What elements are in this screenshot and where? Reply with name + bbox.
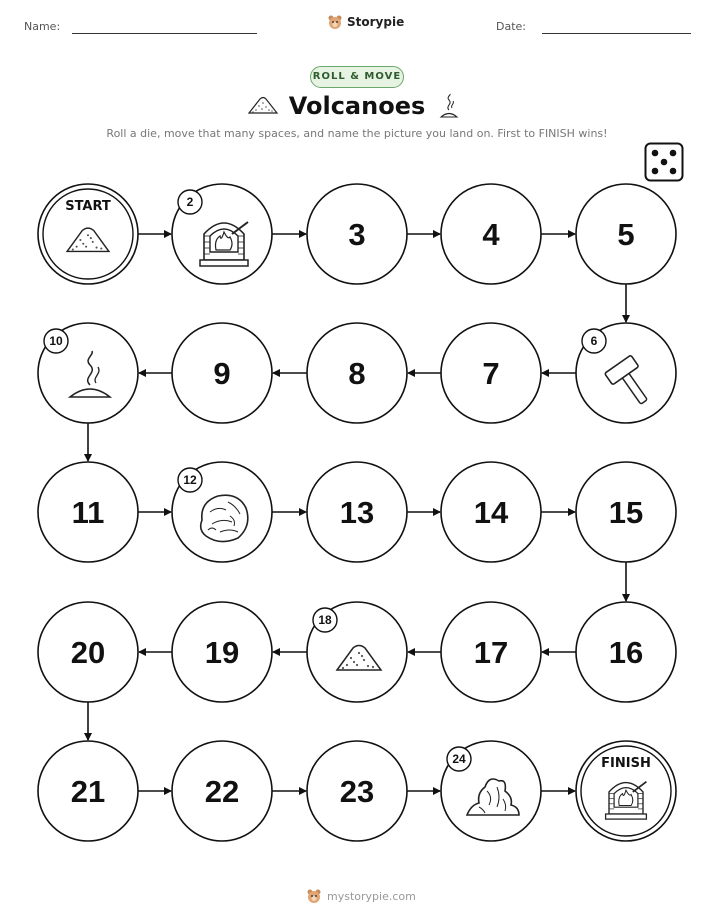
board-space-10[interactable] — [38, 323, 138, 423]
footer — [306, 888, 416, 904]
space-number: 3 — [348, 217, 366, 252]
board-space-11[interactable] — [38, 462, 138, 562]
board-space-15[interactable] — [576, 462, 676, 562]
board-space-17[interactable] — [441, 602, 541, 702]
space-number: 12 — [183, 473, 197, 487]
date-label: Date: — [496, 20, 526, 33]
space-number: 18 — [318, 613, 332, 627]
name-label: Name: — [24, 20, 61, 33]
board-space-9[interactable] — [172, 323, 272, 423]
board-space-3[interactable] — [307, 184, 407, 284]
board-space-24[interactable] — [441, 741, 541, 841]
page-title: Volcanoes — [288, 92, 426, 120]
instructions-text: Roll a die, move that many spaces, and name the picture you land on. First to FINISH wins! — [106, 127, 608, 140]
space-number: 9 — [213, 356, 231, 391]
space-number: 10 — [49, 334, 63, 348]
space-number: 24 — [452, 752, 466, 766]
bear-mascot-icon — [306, 888, 322, 904]
space-number: 23 — [339, 774, 375, 809]
brand-name: Storypie — [347, 15, 405, 29]
space-number: 17 — [473, 635, 509, 670]
board-space-22[interactable] — [172, 741, 272, 841]
board-space-2[interactable] — [172, 184, 272, 284]
space-number: 6 — [590, 334, 598, 348]
space-number: 21 — [70, 774, 106, 809]
space-number: 15 — [608, 495, 644, 530]
board-space-21[interactable] — [38, 741, 138, 841]
rock-icon — [201, 495, 248, 541]
board-space-4[interactable] — [441, 184, 541, 284]
board-space-18[interactable] — [307, 602, 407, 702]
space-number: 4 — [482, 217, 500, 252]
space-number: 16 — [608, 635, 644, 670]
start-space[interactable] — [38, 184, 138, 284]
board-space-6[interactable] — [576, 323, 676, 423]
activity-badge: ROLL & MOVE — [310, 66, 404, 88]
space-number: 14 — [473, 495, 509, 530]
start-label: START — [65, 199, 111, 214]
space-number: 19 — [204, 635, 240, 670]
space-number: 5 — [617, 217, 635, 252]
board-space-19[interactable] — [172, 602, 272, 702]
board-space-23[interactable] — [307, 741, 407, 841]
finish-space[interactable] — [576, 741, 676, 841]
space-number: 11 — [71, 495, 105, 530]
space-number: 8 — [348, 356, 366, 391]
space-number: 13 — [339, 495, 375, 530]
board-space-20[interactable] — [38, 602, 138, 702]
board-space-7[interactable] — [441, 323, 541, 423]
board-space-8[interactable] — [307, 323, 407, 423]
board-space-12[interactable] — [172, 462, 272, 562]
footer-url: mystorypie.com — [327, 889, 416, 903]
board-space-5[interactable] — [576, 184, 676, 284]
board-space-16[interactable] — [576, 602, 676, 702]
board-space-13[interactable] — [307, 462, 407, 562]
space-number: 2 — [186, 195, 194, 209]
space-number: 7 — [482, 356, 500, 391]
space-number: 20 — [70, 635, 106, 670]
board-space-14[interactable] — [441, 462, 541, 562]
finish-label: FINISH — [601, 756, 651, 771]
space-number: 22 — [204, 774, 240, 809]
